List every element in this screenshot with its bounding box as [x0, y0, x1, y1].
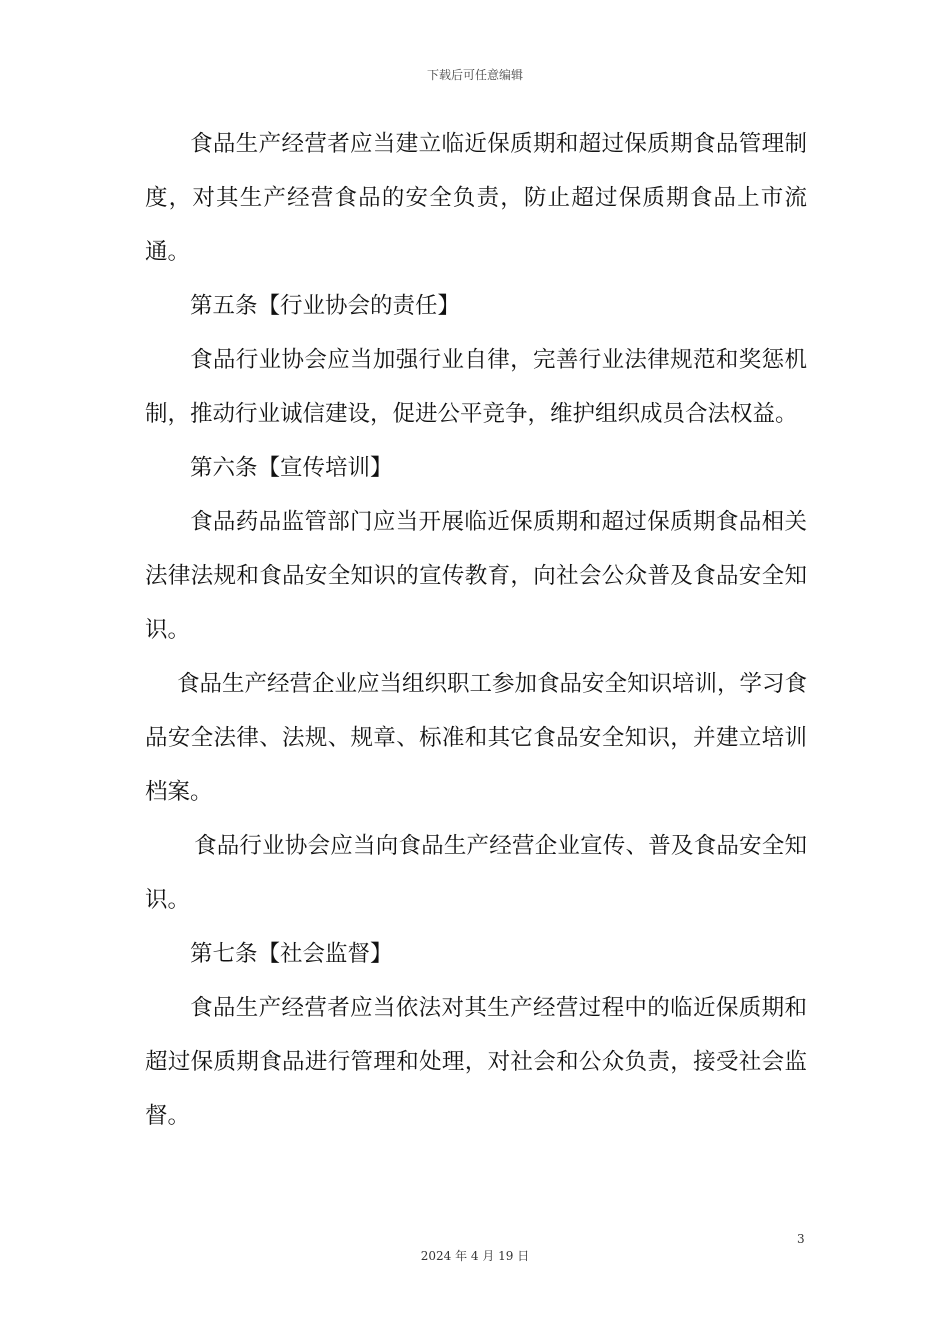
- article-heading: 第六条【宣传培训】: [190, 455, 393, 481]
- paragraph: 食品药品监管部门应当开展临近保质期和超过保质期食品相关法律法规和食品安全知识的宣传教育，向社会公众普及食品安全知识。: [145, 509, 807, 643]
- article-heading: 第五条【行业协会的责任】: [190, 293, 461, 319]
- paragraph: 食品生产经营者应当建立临近保质期和超过保质期食品管理制度，对其生产经营食品的安全负责，防止超过保质期食品上市流通。: [145, 131, 807, 265]
- paragraph: 食品行业协会应当加强行业自律，完善行业法律规范和奖惩机制，推动行业诚信建设，促进公平竞争，维护组织成员合法权益。: [145, 347, 807, 427]
- footer-date: 2024 年 4 月 19 日: [420, 1249, 530, 1263]
- paragraph: 食品行业协会应当向食品生产经营企业宣传、普及食品安全知识。: [145, 833, 807, 913]
- document-body: [145, 117, 807, 1143]
- article-heading: 第七条【社会监督】: [190, 941, 393, 967]
- page-number: 3: [797, 1232, 805, 1246]
- paragraph: 食品生产经营企业应当组织职工参加食品安全知识培训，学习食品安全法律、法规、规章、标准和其它食品安全知识，并建立培训档案。: [145, 671, 808, 805]
- page-header: 下载后可任意编辑: [426, 68, 523, 82]
- paragraph: 食品生产经营者应当依法对其生产经营过程中的临近保质期和超过保质期食品进行管理和处理，对社会和公众负责，接受社会监督。: [145, 995, 807, 1129]
